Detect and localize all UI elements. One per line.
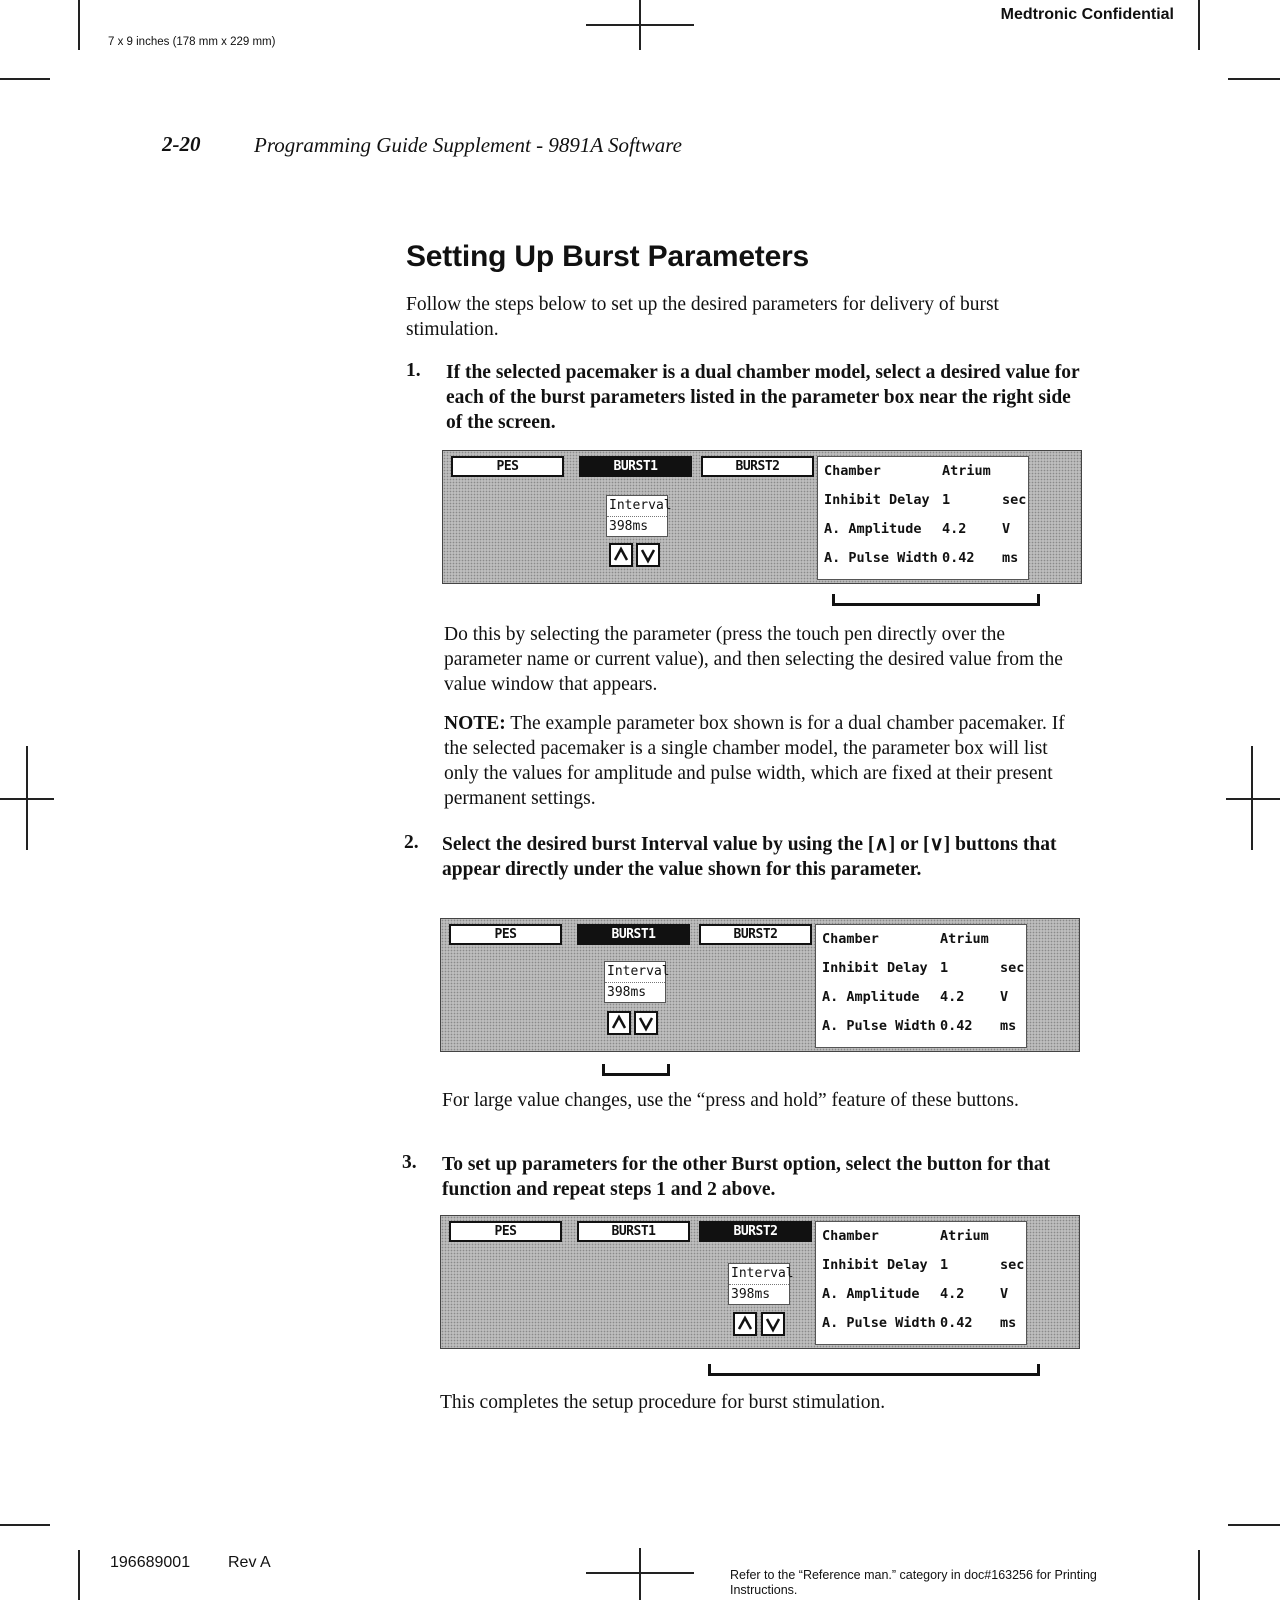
param-name: A. Amplitude	[824, 521, 922, 537]
param-name: Chamber	[822, 1228, 879, 1244]
interval-value: 398ms	[609, 519, 649, 534]
step-paragraph: For large value changes, use the “press and hold” feature of these buttons.	[442, 1090, 1019, 1111]
programmer-screen	[440, 918, 1080, 1052]
chevron-down-icon	[638, 545, 658, 565]
tab-burst2[interactable]: BURST2	[699, 1221, 812, 1242]
section-title: Setting Up Burst Parameters	[406, 240, 810, 273]
tab-pes[interactable]: PES	[449, 924, 562, 945]
chevron-up-icon	[609, 1013, 629, 1033]
chevron-down-icon	[636, 1013, 656, 1033]
registration-mark	[1226, 798, 1280, 800]
chevron-up-icon	[735, 1314, 755, 1334]
crop-mark	[78, 0, 80, 50]
param-value: 4.2	[942, 521, 967, 537]
param-unit: ms	[1002, 550, 1019, 566]
step-paragraph: Do this by selecting the parameter (press the touch pen directly over the parameter name or current value), and then selecting the desired value from the value window that appears.	[444, 624, 1063, 695]
param-unit: V	[1000, 1286, 1009, 1302]
tab-pes[interactable]: PES	[451, 456, 564, 477]
trim-size-note: 7 x 9 inches (178 mm x 229 mm)	[108, 36, 276, 48]
chevron-up-icon	[611, 545, 631, 565]
crop-mark	[0, 1524, 50, 1526]
closing-paragraph: This completes the setup procedure for burst stimulation.	[440, 1392, 886, 1413]
note-label: NOTE:	[444, 713, 506, 734]
param-unit: sec	[1002, 492, 1027, 508]
param-name: Inhibit Delay	[822, 1257, 928, 1273]
interval-label: Interval	[729, 1264, 789, 1285]
param-name: A. Pulse Width	[824, 550, 938, 566]
callout-bracket	[602, 1064, 670, 1076]
registration-mark	[1251, 746, 1253, 850]
parameter-box	[815, 1221, 1027, 1345]
interval-value-box[interactable]	[606, 495, 672, 537]
tab-burst2[interactable]: BURST2	[699, 924, 812, 945]
tab-pes[interactable]: PES	[449, 1221, 562, 1242]
param-name: A. Amplitude	[822, 989, 920, 1005]
param-value: 4.2	[940, 1286, 965, 1302]
param-name: Chamber	[822, 931, 879, 947]
page-number: 2-20	[162, 132, 201, 156]
step-instruction: Select the desired burst Interval value by using the [∧] or [∨] buttons that appear directly under the value shown for this parameter.	[442, 834, 1057, 880]
note-paragraph	[444, 711, 1084, 811]
interval-down-button[interactable]	[636, 543, 660, 567]
interval-down-button[interactable]	[761, 1312, 785, 1336]
step-number: 2.	[404, 832, 419, 853]
param-unit: ms	[1000, 1018, 1017, 1034]
param-name: A. Pulse Width	[822, 1315, 936, 1331]
callout-bracket	[708, 1364, 1040, 1376]
param-name: A. Pulse Width	[822, 1018, 936, 1034]
confidential-label: Medtronic Confidential	[1000, 6, 1174, 23]
interval-down-button[interactable]	[634, 1011, 658, 1035]
registration-mark	[639, 1548, 641, 1600]
tab-burst1[interactable]: BURST1	[579, 456, 692, 477]
crop-mark	[1198, 0, 1200, 50]
interval-up-button[interactable]	[733, 1312, 757, 1336]
interval-label: Interval	[607, 496, 667, 517]
crop-mark	[1198, 1550, 1200, 1600]
interval-value: 398ms	[731, 1287, 771, 1302]
step-instruction: To set up parameters for the other Burst option, select the button for that function and repeat steps 1 and 2 above.	[442, 1154, 1051, 1200]
step-number: 3.	[402, 1152, 417, 1173]
intro-paragraph: Follow the steps below to set up the desired parameters for delivery of burst stimulation.	[406, 294, 999, 340]
registration-mark	[639, 0, 641, 50]
crop-mark	[1228, 1524, 1280, 1526]
param-value: 0.42	[942, 550, 975, 566]
step-instruction: If the selected pacemaker is a dual chamber model, select a desired value for each of the burst parameters listed in the parameter box near the right side of the screen.	[446, 362, 1080, 433]
callout-bracket	[832, 594, 1040, 606]
interval-value-box[interactable]	[604, 961, 670, 1003]
interval-value-box[interactable]	[728, 1263, 794, 1305]
param-name: Inhibit Delay	[824, 492, 930, 508]
registration-mark	[26, 746, 28, 850]
note-text: The example parameter box shown is for a dual chamber pacemaker. If the selected pacemaker is a single chamber model, the parameter box will list only the values for amplitude and pulse width, which are fixed at their present permanent settings.	[444, 713, 1065, 809]
param-value: Atrium	[942, 463, 991, 479]
parameter-box	[817, 456, 1029, 580]
param-value: 1	[940, 1257, 949, 1273]
param-value: Atrium	[940, 1228, 989, 1244]
tab-burst2[interactable]: BURST2	[701, 456, 814, 477]
param-unit: V	[1002, 521, 1011, 537]
param-name: A. Amplitude	[822, 1286, 920, 1302]
revision-label: Rev A	[228, 1554, 271, 1571]
param-value: 1	[942, 492, 951, 508]
interval-label: Interval	[605, 962, 665, 983]
param-value: Atrium	[940, 931, 989, 947]
param-unit: sec	[1000, 960, 1025, 976]
interval-up-button[interactable]	[609, 543, 633, 567]
interval-up-button[interactable]	[607, 1011, 631, 1035]
crop-mark	[1228, 78, 1280, 80]
parameter-box	[815, 924, 1027, 1048]
param-name: Chamber	[824, 463, 881, 479]
document-number: 196689001	[110, 1554, 191, 1571]
param-value: 0.42	[940, 1315, 973, 1331]
tab-burst1[interactable]: BURST1	[577, 924, 690, 945]
chevron-down-icon	[763, 1314, 783, 1334]
param-value: 0.42	[940, 1018, 973, 1034]
interval-value: 398ms	[607, 985, 647, 1000]
param-value: 4.2	[940, 989, 965, 1005]
step-number: 1.	[406, 360, 421, 381]
tab-burst1[interactable]: BURST1	[577, 1221, 690, 1242]
programmer-screen	[442, 450, 1082, 584]
param-unit: V	[1000, 989, 1009, 1005]
running-title: Programming Guide Supplement - 9891A Software	[254, 133, 682, 157]
printing-note: Refer to the “Reference man.” category in doc#163256 for Printing Instructions.	[730, 1568, 1097, 1597]
param-unit: ms	[1000, 1315, 1017, 1331]
crop-mark	[78, 1550, 80, 1600]
crop-mark	[0, 78, 50, 80]
param-unit: sec	[1000, 1257, 1025, 1273]
param-name: Inhibit Delay	[822, 960, 928, 976]
param-value: 1	[940, 960, 949, 976]
programmer-screen	[440, 1215, 1080, 1349]
